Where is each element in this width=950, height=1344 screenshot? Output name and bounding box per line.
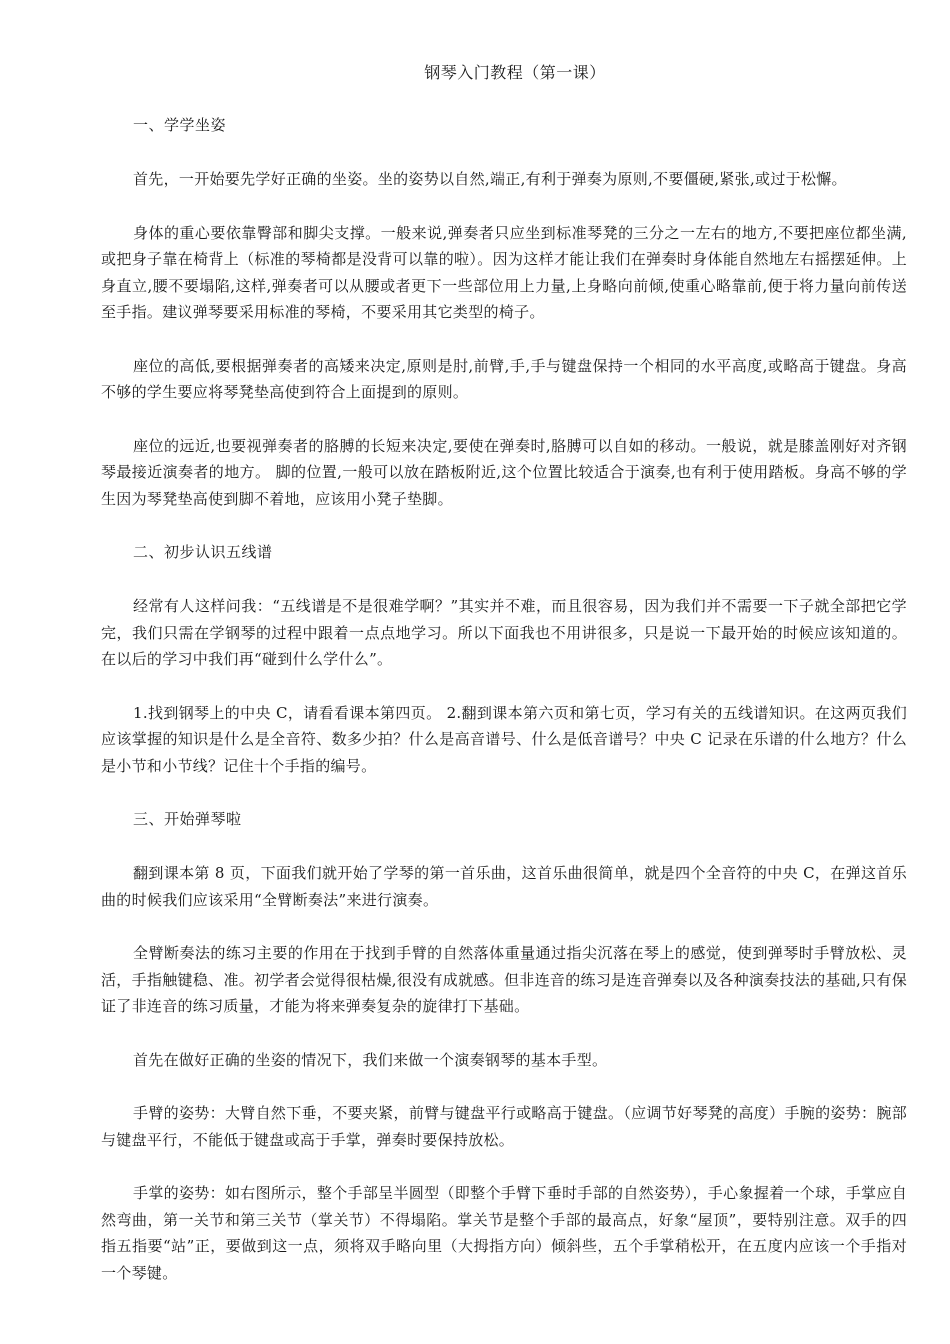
paragraph: 身体的重心要依靠臀部和脚尖支撑。一般来说,弹奏者只应坐到标准琴凳的三分之一左右的地方,不要把座位都坐满,或把身子靠在椅背上（标准的琴椅都是没背可以靠的啦）。因为这样才能让我们在弹奏时身体能自然地左右摇摆延伸。上身直立,腰不要塌陷,这样,弹奏者可以从腰或者更下一些部位用上力量,上身略向前倾,使重心略靠前,便于将力量向前传送至手指。建议弹琴要采用标准的琴椅，不要采用其它类型的椅子。 [101, 223, 907, 321]
paragraph: 座位的远近,也要视弹奏者的胳膊的长短来决定,要使在弹奏时,胳膊可以自如的移动。一般说，就是膝盖刚好对齐钢琴最接近演奏者的地方。 脚的位置,一般可以放在踏板附近,这个位置比较适合于演奏,也有利于使用踏板。身高不够的学生因为琴凳垫高使到脚不着地，应该用小凳子垫脚。 [101, 436, 907, 508]
document-body [101, 112, 907, 1313]
paragraph: 全臂断奏法的练习主要的作用在于找到手臂的自然落体重量通过指尖沉落在琴上的感觉，使到弹琴时手臂放松、灵活，手指触键稳、准。初学者会觉得很枯燥,很没有成就感。但非连音的练习是连音弹奏以及各种演奏技法的基础,只有保证了非连音的练习质量，才能为将来弹奏复杂的旋律打下基础。 [101, 944, 907, 1015]
paragraph: 手臂的姿势：大臂自然下垂，不要夹紧，前臂与键盘平行或略高于键盘。（应调节好琴凳的高度）手腕的姿势：腕部与键盘平行，不能低于键盘或高于手掌，弹奏时要保持放松。 [101, 1104, 907, 1149]
section-staff-notation [101, 539, 907, 779]
paragraph: 手掌的姿势：如右图所示，整个手部呈半圆型（即整个手臂下垂时手部的自然姿势），手心象握着一个球，手掌应自然弯曲，第一关节和第三关节（掌关节）不得塌陷。掌关节是整个手部的最高点，好象“屋顶”，要特别注意。双手的四指五指要“站”正，要做到这一点，须将双手略向里（大拇指方向）倾斜些，五个手掌稍松开，在五度内应该一个手指对一个琴键。 [101, 1184, 907, 1282]
document-title: 钢琴入门教程（第一课） [424, 63, 606, 82]
section-sitting-posture [101, 112, 907, 512]
paragraph: 首先在做好正确的坐姿的情况下，我们来做一个演奏钢琴的基本手型。 [133, 1050, 608, 1069]
paragraph: 首先，一开始要先学好正确的坐姿。坐的姿势以自然,端正,有利于弹奏为原则,不要僵硬,紧张,或过于松懈。 [133, 170, 847, 188]
paragraph: 经常有人这样问我：“五线谱是不是很难学啊？”其实并不难，而且很容易，因为我们并不需要一下子就全部把它学完，我们只需在学钢琴的过程中跟着一点点地学习。所以下面我也不用讲很多，只是说一下最开始的时候应该知道的。在以后的学习中我们再“碰到什么学什么”。 [101, 597, 907, 668]
paragraph: 翻到课本第 8 页，下面我们就开始了学琴的第一首乐曲，这首乐曲很简单，就是四个全音符的中央 C，在弹这首乐曲的时候我们应该采用“全臂断奏法”来进行演奏。 [101, 864, 907, 909]
paragraph: 1.找到钢琴上的中央 C，请看看课本第四页。 2.翻到课本第六页和第七页，学习有关的五线谱知识。在这两页我们应该掌握的知识是什么是全音符、数多少拍？什么是高音谱号、什么是低音谱号？中央 C 记录在乐谱的什么地方？什么是小节和小节线？记住十个手指的编号。 [101, 703, 907, 775]
section-heading: 一、学学坐姿 [133, 116, 227, 134]
paragraph: 座位的高低,要根据弹奏者的高矮来决定,原则是肘,前臂,手,手与键盘保持一个相同的水平高度,或略高于键盘。身高不够的学生要应将琴凳垫高使到符合上面提到的原则。 [101, 356, 907, 401]
section-heading: 三、开始弹琴啦 [133, 810, 242, 828]
section-start-playing [101, 806, 907, 1286]
section-heading: 二、初步认识五线谱 [133, 543, 273, 561]
